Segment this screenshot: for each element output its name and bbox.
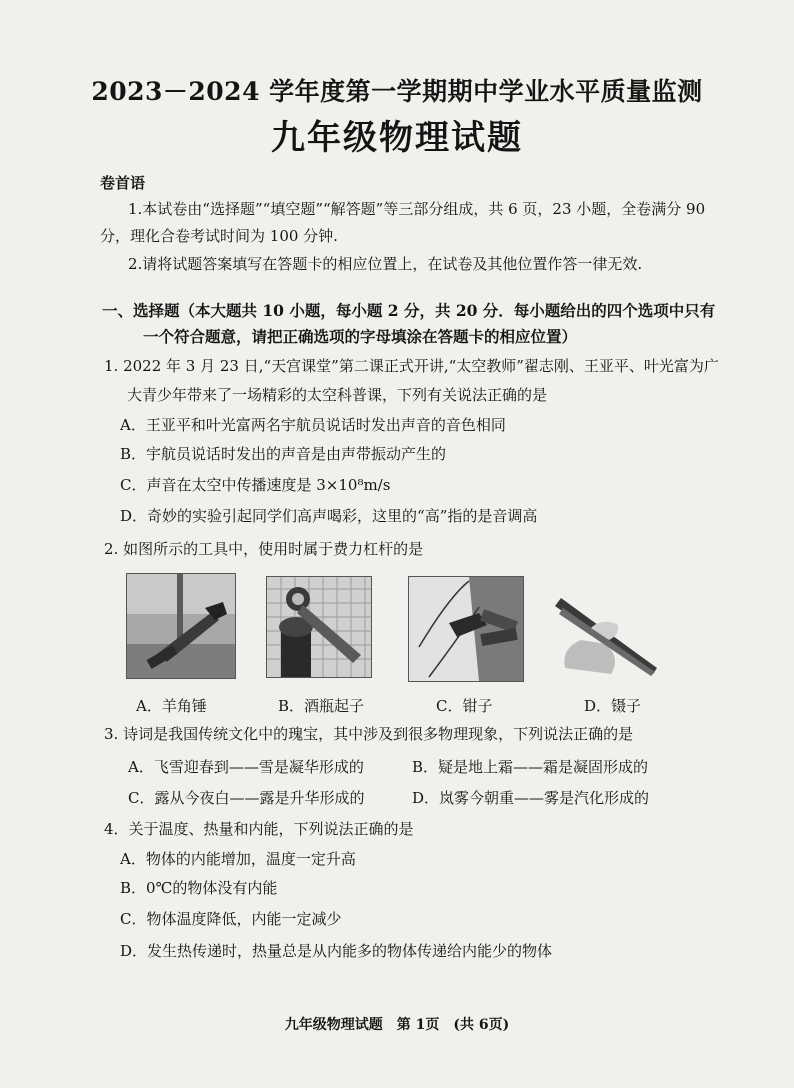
q1-stem-b: 大青少年带来了一场精彩的太空科普课，下列有关说法正确的是 bbox=[127, 386, 548, 404]
tweezers-photo bbox=[551, 588, 661, 678]
q3-stem: 3. 诗词是我国传统文化中的瑰宝，其中涉及到很多物理现象，下列说法正确的是 bbox=[104, 725, 634, 743]
page-footer: 九年级物理试题 第 1页 (共 6页) bbox=[284, 1017, 510, 1033]
claw-hammer-photo bbox=[126, 573, 236, 679]
q3-option-d: D．岚雾今朝重——雾是汽化形成的 bbox=[412, 789, 650, 807]
q4-option-b: B．0℃的物体没有内能 bbox=[120, 879, 278, 897]
bottle-opener-icon bbox=[267, 577, 371, 677]
q2-option-d: D．镊子 bbox=[584, 697, 642, 715]
q1-stem-a: 1. 2022 年 3 月 23 日,“天宫课堂”第二课正式开讲,“太空教师”翟志刚、王亚平、叶光富为广 bbox=[104, 357, 719, 375]
pliers-icon bbox=[409, 577, 523, 681]
q1-option-c: C．声音在太空中传播速度是 3×10⁸m/s bbox=[120, 476, 391, 494]
q4-option-d: D．发生热传递时，热量总是从内能多的物体传递给内能少的物体 bbox=[120, 942, 553, 960]
q2-option-b: B．酒瓶起子 bbox=[278, 697, 365, 715]
q4-stem: 4．关于温度、热量和内能，下列说法正确的是 bbox=[104, 820, 414, 838]
exam-title-line1: 2023－2024 学年度第一学期期中学业水平质量监测 bbox=[91, 77, 703, 106]
q2-option-c: C．钳子 bbox=[436, 697, 493, 715]
section1-heading-a: 一、选择题（本大题共 10 小题，每小题 2 分，共 20 分．每小题给出的四个选项中只有 bbox=[102, 301, 716, 320]
q2-stem: 2. 如图所示的工具中，使用时属于费力杠杆的是 bbox=[104, 540, 424, 558]
q1-option-d: D．奇妙的实验引起同学们高声喝彩，这里的“高”指的是音调高 bbox=[120, 507, 538, 525]
preface-note-1b: 分，理化合卷考试时间为 100 分钟. bbox=[100, 227, 338, 245]
pliers-photo bbox=[408, 576, 524, 682]
claw-hammer-icon bbox=[127, 574, 235, 678]
q3-option-c: C．露从今夜白——露是升华形成的 bbox=[128, 789, 365, 807]
preface-note-2: 2.请将试题答案填写在答题卡的相应位置上，在试卷及其他位置作答一律无效. bbox=[128, 255, 643, 273]
q4-option-a: A．物体的内能增加，温度一定升高 bbox=[120, 850, 356, 868]
q1-option-a: A．王亚平和叶光富两名宇航员说话时发出声音的音色相同 bbox=[120, 416, 506, 434]
q2-option-a: A．羊角锤 bbox=[136, 697, 207, 715]
q3-option-a: A．飞雪迎春到——雪是凝华形成的 bbox=[128, 758, 364, 776]
bottle-opener-photo bbox=[266, 576, 372, 678]
tweezers-icon bbox=[551, 588, 661, 678]
q3-option-b: B．疑是地上霜——霜是凝固形成的 bbox=[412, 758, 649, 776]
q1-option-b: B．宇航员说话时发出的声音是由声带振动产生的 bbox=[120, 445, 447, 463]
preface-note-1a: 1.本试卷由“选择题”“填空题”“解答题”等三部分组成，共 6 页，23 小题，全卷满分 90 bbox=[128, 200, 706, 218]
q4-option-c: C．物体温度降低，内能一定减少 bbox=[120, 910, 342, 928]
section1-heading-b: 一个符合题意，请把正确选项的字母填涂在答题卡的相应位置） bbox=[143, 327, 578, 346]
exam-title: 九年级物理试题 bbox=[271, 118, 523, 158]
preface-heading: 卷首语 bbox=[100, 174, 146, 192]
